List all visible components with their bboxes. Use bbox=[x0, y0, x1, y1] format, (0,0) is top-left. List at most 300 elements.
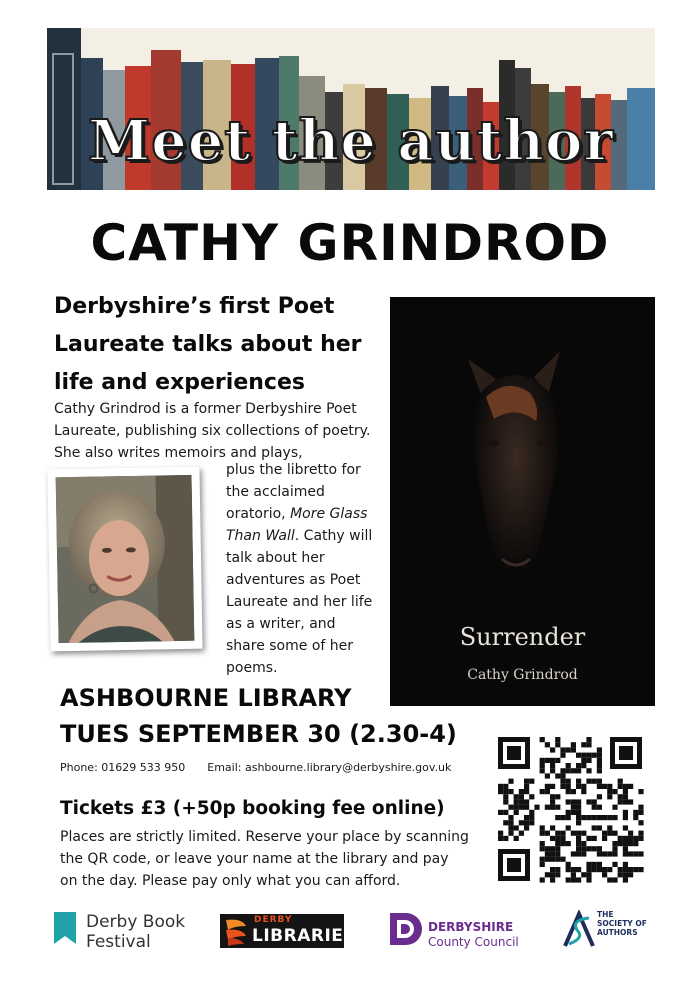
banner bbox=[47, 28, 655, 190]
qr-module bbox=[566, 815, 571, 820]
author-portrait bbox=[56, 475, 195, 643]
qr-module bbox=[576, 846, 581, 851]
qr-module bbox=[592, 815, 597, 820]
qr-module bbox=[581, 846, 586, 851]
qr-module bbox=[566, 825, 571, 830]
qr-module bbox=[612, 862, 617, 867]
qr-module bbox=[524, 779, 529, 784]
contact-line bbox=[60, 761, 480, 774]
qr-module bbox=[550, 867, 555, 872]
qr-module bbox=[623, 841, 628, 846]
qr-module bbox=[623, 794, 628, 799]
qr-module bbox=[581, 753, 586, 758]
qr-module bbox=[540, 841, 545, 846]
qr-module bbox=[597, 825, 602, 830]
qr-module bbox=[566, 862, 571, 867]
qr-module bbox=[612, 841, 617, 846]
qr-module bbox=[519, 789, 524, 794]
intro-continued bbox=[226, 459, 376, 679]
qr-module bbox=[576, 784, 581, 789]
dbf-line1: Derby Book bbox=[86, 912, 186, 932]
qr-module bbox=[633, 841, 638, 846]
soa-line3: AUTHORS bbox=[597, 928, 638, 937]
qr-module bbox=[607, 815, 612, 820]
dl-small-text: DERBY bbox=[254, 915, 293, 925]
qr-module bbox=[529, 779, 534, 784]
qr-module bbox=[571, 789, 576, 794]
qr-module bbox=[514, 836, 519, 841]
qr-module bbox=[623, 862, 628, 867]
qr-module bbox=[592, 799, 597, 804]
qr-module bbox=[508, 805, 513, 810]
qr-module bbox=[592, 846, 597, 851]
qr-module bbox=[638, 820, 643, 825]
qr-module bbox=[618, 867, 623, 872]
qr-module bbox=[576, 779, 581, 784]
qr-module bbox=[581, 763, 586, 768]
intro-text: plus the libretto for the acclaimed oratorio, bbox=[226, 462, 361, 522]
qr-module bbox=[618, 794, 623, 799]
qr-module bbox=[498, 789, 503, 794]
qr-module bbox=[571, 747, 576, 752]
qr-module bbox=[607, 877, 612, 882]
qr-module bbox=[597, 763, 602, 768]
qr-module bbox=[628, 784, 633, 789]
qr-module bbox=[607, 825, 612, 830]
qr-module bbox=[566, 877, 571, 882]
qr-module bbox=[618, 779, 623, 784]
qr-module bbox=[612, 851, 617, 856]
qr-module bbox=[618, 799, 623, 804]
qr-module bbox=[540, 825, 545, 830]
qr-module bbox=[592, 867, 597, 872]
qr-module bbox=[628, 831, 633, 836]
dl-big-text: LIBRARIES bbox=[252, 926, 357, 946]
qr-module bbox=[508, 779, 513, 784]
qr-module bbox=[529, 820, 534, 825]
qr-module bbox=[571, 831, 576, 836]
dcc-line1: DERBYSHIRE bbox=[428, 920, 514, 934]
qr-module bbox=[581, 784, 586, 789]
qr-module bbox=[597, 758, 602, 763]
qr-module bbox=[571, 742, 576, 747]
qr-module bbox=[524, 789, 529, 794]
qr-module bbox=[566, 841, 571, 846]
qr-module bbox=[618, 784, 623, 789]
qr-module bbox=[508, 831, 513, 836]
qr-module bbox=[545, 857, 550, 862]
qr-module bbox=[503, 836, 508, 841]
qr-module bbox=[597, 747, 602, 752]
qr-module bbox=[592, 836, 597, 841]
qr-module bbox=[597, 862, 602, 867]
qr-module bbox=[592, 862, 597, 867]
qr-module bbox=[524, 820, 529, 825]
qr-module bbox=[576, 841, 581, 846]
qr-module bbox=[576, 805, 581, 810]
qr-module bbox=[555, 794, 560, 799]
qr-module bbox=[607, 851, 612, 856]
qr-module bbox=[550, 768, 555, 773]
qr-module bbox=[566, 747, 571, 752]
qr-module bbox=[540, 831, 545, 836]
qr-module bbox=[623, 810, 628, 815]
qr-module bbox=[586, 768, 591, 773]
qr-module bbox=[576, 831, 581, 836]
qr-module bbox=[633, 836, 638, 841]
qr-module bbox=[607, 789, 612, 794]
intro-paragraph: Cathy Grindrod is a former Derbyshire Poet Laureate, publishing six collections of poetry. She also writes memoirs and plays, bbox=[54, 401, 371, 461]
qr-module bbox=[508, 825, 513, 830]
qr-module bbox=[566, 784, 571, 789]
qr-module bbox=[555, 831, 560, 836]
qr-module bbox=[638, 836, 643, 841]
qr-module bbox=[545, 805, 550, 810]
qr-module bbox=[534, 805, 539, 810]
qr-module bbox=[555, 836, 560, 841]
qr-module bbox=[612, 805, 617, 810]
qr-module bbox=[550, 758, 555, 763]
qr-module bbox=[597, 768, 602, 773]
qr-module bbox=[545, 758, 550, 763]
qr-module bbox=[540, 758, 545, 763]
qr-module bbox=[571, 805, 576, 810]
banner-title: Meet the author bbox=[88, 108, 614, 174]
qr-module bbox=[628, 841, 633, 846]
qr-module bbox=[623, 851, 628, 856]
qr-module bbox=[571, 867, 576, 872]
qr-module bbox=[550, 794, 555, 799]
qr-module bbox=[586, 846, 591, 851]
qr-module bbox=[508, 789, 513, 794]
qr-module bbox=[540, 846, 545, 851]
qr-module bbox=[576, 753, 581, 758]
qr-module bbox=[581, 872, 586, 877]
qr-module bbox=[560, 779, 565, 784]
qr-module bbox=[555, 846, 560, 851]
qr-module bbox=[638, 789, 643, 794]
qr-module bbox=[566, 867, 571, 872]
qr-module bbox=[602, 851, 607, 856]
qr-module bbox=[586, 867, 591, 872]
qr-module bbox=[586, 872, 591, 877]
qr-module bbox=[560, 768, 565, 773]
qr-module bbox=[555, 857, 560, 862]
tickets-text: Places are strictly limited. Reserve your place by scanning the QR code, or leave your name at the library and pay on the day. Please pay only what you can afford. bbox=[60, 829, 469, 889]
qr-module bbox=[586, 753, 591, 758]
qr-module bbox=[638, 805, 643, 810]
qr-module bbox=[524, 784, 529, 789]
qr-module bbox=[555, 867, 560, 872]
qr-module bbox=[550, 805, 555, 810]
qr-module bbox=[592, 753, 597, 758]
qr-module bbox=[514, 799, 519, 804]
qr-module bbox=[519, 799, 524, 804]
qr-module bbox=[571, 851, 576, 856]
qr-module bbox=[503, 810, 508, 815]
phone: Phone: 01629 533 950 bbox=[60, 761, 186, 774]
qr-module bbox=[545, 831, 550, 836]
qr-module bbox=[576, 836, 581, 841]
qr-module bbox=[508, 820, 513, 825]
qr-module bbox=[524, 815, 529, 820]
book-cover bbox=[390, 297, 655, 706]
qr-module bbox=[545, 789, 550, 794]
qr-module bbox=[503, 820, 508, 825]
qr-module bbox=[571, 799, 576, 804]
qr-module bbox=[618, 872, 623, 877]
qr-module bbox=[602, 867, 607, 872]
soa-line2: SOCIETY OF bbox=[597, 919, 647, 928]
soa-line1: THE bbox=[597, 910, 614, 919]
qr-module bbox=[607, 831, 612, 836]
qr-module bbox=[571, 768, 576, 773]
qr-code[interactable] bbox=[496, 735, 644, 883]
qr-module bbox=[628, 851, 633, 856]
qr-module bbox=[550, 799, 555, 804]
qr-module bbox=[514, 794, 519, 799]
qr-module bbox=[540, 763, 545, 768]
derby-libraries-logo bbox=[220, 914, 357, 948]
qr-module bbox=[612, 877, 617, 882]
qr-module bbox=[586, 779, 591, 784]
tickets-heading: Tickets £3 (+50p booking fee online) bbox=[60, 798, 445, 819]
qr-module bbox=[545, 742, 550, 747]
qr-module bbox=[514, 825, 519, 830]
qr-module bbox=[628, 867, 633, 872]
qr-module bbox=[586, 862, 591, 867]
email: Email: ashbourne.library@derbyshire.gov.uk bbox=[207, 761, 452, 774]
qr-module bbox=[524, 805, 529, 810]
qr-module bbox=[498, 836, 503, 841]
book-title: Surrender bbox=[459, 623, 586, 651]
qr-module bbox=[540, 737, 545, 742]
derby-book-festival-logo bbox=[54, 910, 194, 954]
qr-module bbox=[612, 831, 617, 836]
qr-module bbox=[623, 784, 628, 789]
qr-module bbox=[581, 742, 586, 747]
author-photo bbox=[47, 467, 202, 652]
qr-module bbox=[545, 773, 550, 778]
qr-module bbox=[586, 758, 591, 763]
qr-module bbox=[597, 794, 602, 799]
qr-module bbox=[581, 815, 586, 820]
qr-module bbox=[581, 841, 586, 846]
qr-module bbox=[602, 784, 607, 789]
qr-module bbox=[566, 810, 571, 815]
qr-module bbox=[602, 815, 607, 820]
qr-module bbox=[566, 763, 571, 768]
dcc-emblem-icon bbox=[388, 911, 424, 947]
qr-module bbox=[555, 872, 560, 877]
qr-module bbox=[540, 862, 545, 867]
qr-module bbox=[602, 836, 607, 841]
qr-module bbox=[602, 872, 607, 877]
qr-module bbox=[623, 872, 628, 877]
qr-module bbox=[597, 784, 602, 789]
qr-module bbox=[623, 789, 628, 794]
qr-module bbox=[633, 851, 638, 856]
qr-module bbox=[623, 825, 628, 830]
qr-module bbox=[545, 784, 550, 789]
qr-module bbox=[560, 831, 565, 836]
qr-module bbox=[612, 789, 617, 794]
qr-module bbox=[602, 831, 607, 836]
qr-module bbox=[638, 810, 643, 815]
qr-module bbox=[560, 836, 565, 841]
subtitle: Derbyshire’s first Poet Laureate talks about her life and experiences bbox=[54, 294, 362, 395]
qr-module bbox=[519, 820, 524, 825]
qr-module bbox=[560, 815, 565, 820]
qr-module bbox=[550, 836, 555, 841]
qr-module bbox=[576, 768, 581, 773]
qr-module bbox=[633, 810, 638, 815]
qr-module bbox=[560, 784, 565, 789]
qr-module bbox=[607, 784, 612, 789]
qr-module bbox=[503, 799, 508, 804]
qr-module bbox=[612, 846, 617, 851]
qr-module bbox=[597, 779, 602, 784]
qr-module bbox=[633, 815, 638, 820]
qr-module bbox=[555, 815, 560, 820]
qr-module bbox=[529, 815, 534, 820]
qr-module bbox=[597, 851, 602, 856]
venue-name: ASHBOURNE LIBRARY bbox=[60, 684, 352, 712]
qr-module bbox=[623, 877, 628, 882]
oratorio-title: More Glass Than Wall bbox=[226, 506, 368, 544]
qr-module bbox=[581, 789, 586, 794]
qr-module bbox=[508, 815, 513, 820]
qr-module bbox=[540, 857, 545, 862]
qr-module bbox=[581, 831, 586, 836]
qr-module bbox=[540, 789, 545, 794]
qr-module bbox=[607, 867, 612, 872]
qr-module bbox=[560, 841, 565, 846]
dbf-text bbox=[86, 912, 185, 952]
qr-module bbox=[560, 753, 565, 758]
qr-module bbox=[586, 737, 591, 742]
dcc-line2: County Council bbox=[428, 935, 519, 949]
qr-module bbox=[550, 784, 555, 789]
qr-module bbox=[550, 747, 555, 752]
qr-module bbox=[586, 877, 591, 882]
qr-module bbox=[566, 789, 571, 794]
qr-module bbox=[638, 831, 643, 836]
society-of-authors-logo bbox=[563, 908, 653, 950]
qr-module bbox=[555, 851, 560, 856]
qr-module bbox=[623, 836, 628, 841]
qr-module bbox=[623, 815, 628, 820]
qr-module bbox=[623, 799, 628, 804]
qr-module bbox=[550, 857, 555, 862]
qr-module bbox=[545, 846, 550, 851]
qr-module bbox=[503, 789, 508, 794]
qr-module bbox=[571, 872, 576, 877]
qr-module bbox=[618, 836, 623, 841]
qr-module bbox=[576, 867, 581, 872]
qr-module bbox=[628, 872, 633, 877]
qr-module bbox=[529, 810, 534, 815]
qr-module bbox=[550, 851, 555, 856]
qr-module bbox=[524, 825, 529, 830]
qr-module bbox=[519, 794, 524, 799]
event-date: TUES SEPTEMBER 30 (2.30-4) bbox=[60, 720, 457, 748]
qr-module bbox=[550, 877, 555, 882]
qr-module bbox=[597, 867, 602, 872]
venue-block bbox=[60, 680, 500, 752]
qr-module bbox=[628, 799, 633, 804]
libraries-flame-icon bbox=[222, 916, 250, 946]
qr-module bbox=[623, 846, 628, 851]
qr-module bbox=[555, 805, 560, 810]
qr-module bbox=[576, 815, 581, 820]
qr-module bbox=[586, 742, 591, 747]
qr-module bbox=[623, 867, 628, 872]
qr-module bbox=[592, 805, 597, 810]
qr-module bbox=[576, 799, 581, 804]
qr-module bbox=[555, 737, 560, 742]
qr-module bbox=[514, 805, 519, 810]
qr-module bbox=[540, 768, 545, 773]
qr-module bbox=[607, 794, 612, 799]
qr-module bbox=[545, 851, 550, 856]
qr-module bbox=[571, 877, 576, 882]
qr-module bbox=[638, 851, 643, 856]
qr-module bbox=[597, 815, 602, 820]
qr-module bbox=[566, 799, 571, 804]
qr-module bbox=[550, 846, 555, 851]
intro-text-end: . Cathy will talk about her adventures as Poet Laureate and her life as a writer, and share some of her poems. bbox=[226, 528, 373, 676]
qr-module bbox=[597, 753, 602, 758]
qr-module bbox=[498, 810, 503, 815]
qr-module bbox=[529, 794, 534, 799]
book-author: Cathy Grindrod bbox=[467, 667, 578, 683]
qr-module bbox=[560, 857, 565, 862]
qr-module bbox=[550, 763, 555, 768]
qr-module bbox=[576, 763, 581, 768]
qr-module bbox=[592, 779, 597, 784]
soa-emblem-icon bbox=[563, 910, 597, 948]
qr-module bbox=[586, 815, 591, 820]
qr-module bbox=[503, 794, 508, 799]
qr-module bbox=[576, 810, 581, 815]
qr-module bbox=[618, 841, 623, 846]
qr-module bbox=[592, 825, 597, 830]
qr-module bbox=[560, 773, 565, 778]
bookmark-icon bbox=[54, 912, 78, 946]
qr-module bbox=[586, 836, 591, 841]
qr-module bbox=[519, 805, 524, 810]
qr-module bbox=[524, 799, 529, 804]
qr-module bbox=[597, 846, 602, 851]
qr-module bbox=[545, 872, 550, 877]
qr-module bbox=[555, 742, 560, 747]
qr-module bbox=[566, 779, 571, 784]
qr-module bbox=[638, 867, 643, 872]
qr-module bbox=[514, 810, 519, 815]
qr-module bbox=[555, 841, 560, 846]
qr-module bbox=[628, 836, 633, 841]
qr-module bbox=[571, 810, 576, 815]
qr-module bbox=[550, 825, 555, 830]
qr-module bbox=[566, 768, 571, 773]
qr-module bbox=[586, 799, 591, 804]
dbf-line2: Festival bbox=[86, 932, 151, 952]
qr-module bbox=[581, 758, 586, 763]
qr-module bbox=[555, 773, 560, 778]
qr-module bbox=[581, 851, 586, 856]
qr-module bbox=[498, 784, 503, 789]
